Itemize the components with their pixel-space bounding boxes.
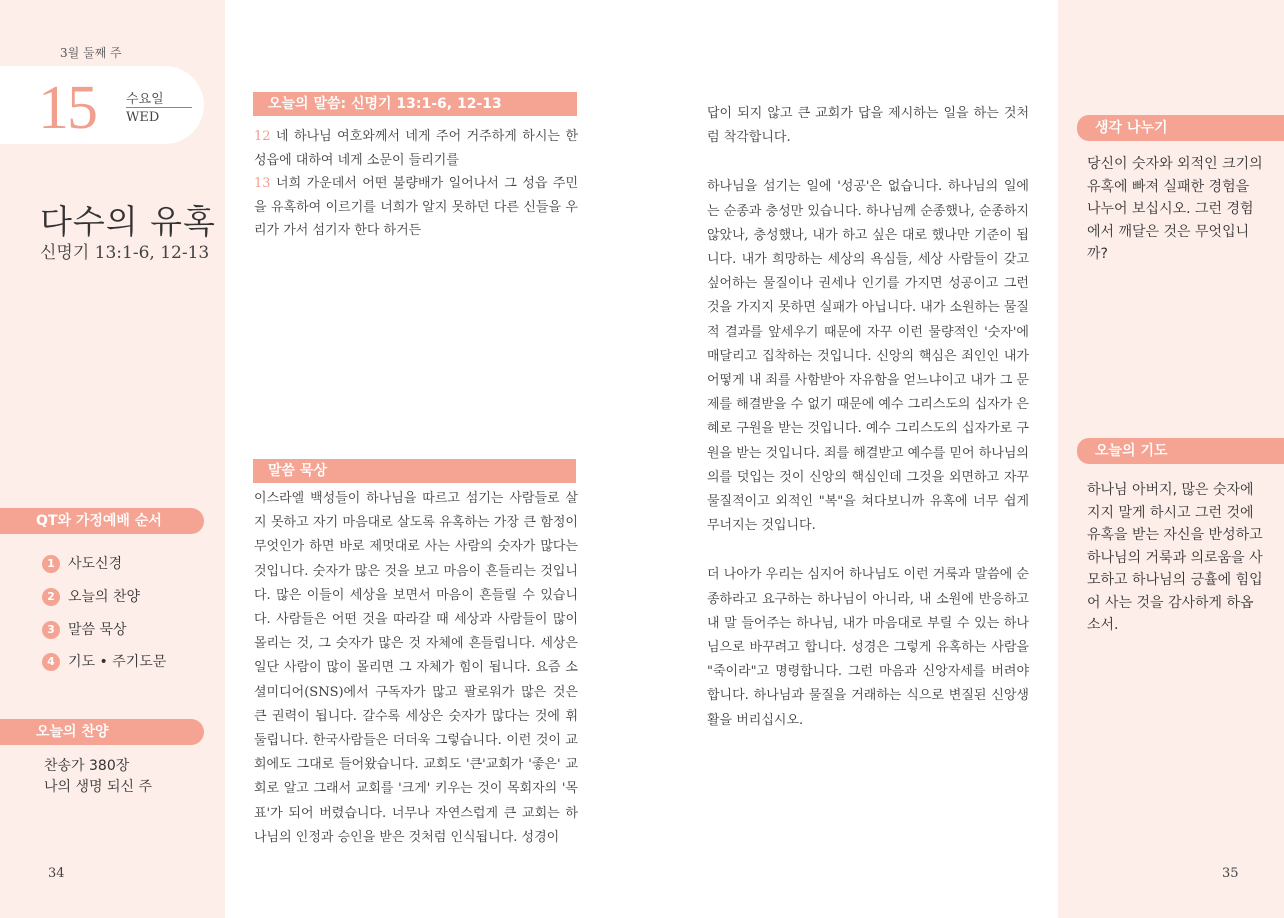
number-badge: 3 [42, 621, 60, 639]
verse [254, 125, 578, 172]
hymn-title: 나의 생명 되신 주 [44, 779, 153, 795]
verse-text: 너희 가운데서 어떤 불량배가 일어나서 그 성읍 주민을 유혹하여 이르기를 너희가 알지 못하던 다른 신들을 우리가 가서 섬기자 한다 하거든 [254, 176, 578, 238]
meditation-paragraph-continued: 답이 되지 않고 큰 교회가 답을 제시하는 일을 하는 것처럼 착각합니다. [707, 106, 1029, 146]
share-heading: 생각 나누기 [1077, 115, 1284, 141]
page-number-right: 35 [1222, 866, 1239, 881]
scripture-heading: 오늘의 말씀: 신명기 13:1-6, 12-13 [253, 92, 577, 116]
page-title: 다수의 유혹 [40, 202, 216, 241]
verse-text: 네 하나님 여호와께서 네게 주어 거주하게 하시는 한 성읍에 대하여 네게 소문이 들리기를 [254, 129, 578, 168]
number-badge: 4 [42, 653, 60, 671]
meditation-paragraph: 더 나아가 우리는 심지어 하나님도 이런 거룩과 말씀에 순종하라고 요구하는 하나님이 아니라, 내 소원에 반응하고 내 말 들어주는 하나님, 내가 마음대로 부릴 수 있는 하나님으로 바꾸려고 합니다. 성경은 그렇게 유혹하는 사람을 "죽이라"고 명령합니다. 그런 마음과 신앙자세를 버려야 합니다. 하나님과 물질을 거래하는 식으로 변질된 신앙생활을 버리십시오. [707, 567, 1029, 728]
hymn-number: 찬송가 380장 [44, 758, 130, 774]
order-item-label: 기도 • 주기도문 [68, 654, 167, 670]
meditation-heading: 말씀 묵상 [253, 459, 576, 483]
order-heading: QT와 가정예배 순서 [0, 508, 204, 534]
order-item [42, 586, 140, 608]
order-item-label: 말씀 묵상 [68, 622, 127, 638]
hymn-text [44, 756, 152, 798]
hymn-heading: 오늘의 찬양 [0, 719, 204, 745]
weekday-english: WED [126, 110, 160, 125]
meditation-paragraph: 하나님을 섬기는 일에 '성공'은 없습니다. 하나님의 일에는 순종과 충성만 있습니다. 하나님께 순종했나, 순종하지 않았나, 충성했나, 내가 하고 싶은 대로 했나만 기준이 됩니다. 내가 희망하는 세상의 욕심들, 세상 사람들이 갖고 싶어하는 물질이나 권세나 인기를 가지면 성공이고 그런 것을 가지지 못하면 실패가 아닙니다. 내가 소원하는 물질적 결과를 앞세우기 때문에 자꾸 이런 물량적인 '숫자'에 매달리고 집착하는 것입니다. 신앙의 핵심은 죄인인 내가 어떻게 내 죄를 사함받아 자유함을 얻느냐이고 내가 그 문제를 해결받을 수 없기 때문에 예수 그리스도의 십자가 은혜로 구원을 받는 것입니다. 예수 그리스도의 십자가로 구원을 받는 것입니다. 죄를 해결받고 예수를 믿어 하나님의 의를 덧입는 것이 신앙의 핵심인데 그것을 외면하고 자꾸 물질적이고 외적인 "복"을 쳐다보니까 유혹에 너무 쉽게 무너지는 것입니다. [707, 179, 1029, 534]
order-item [42, 651, 166, 673]
order-item-label: 오늘의 찬양 [68, 589, 141, 605]
number-badge: 2 [42, 588, 60, 606]
share-text: 당신이 숫자와 외적인 크기의 유혹에 빠져 실패한 경험을 나누어 보십시오. 그런 경험에서 깨달은 것은 무엇입니까? [1087, 156, 1263, 262]
meditation-text [254, 487, 578, 850]
weekday-divider [126, 107, 192, 108]
weekday-korean: 수요일 [126, 92, 164, 107]
meditation-paragraph: 이스라엘 백성들이 하나님을 따르고 섬기는 사람들로 살지 못하고 자기 마음대로 살도록 유혹하는 가장 큰 함정이 무엇인가 하면 바로 제멋대로 사는 사람의 숫자가 많다는 것입니다. 숫자가 많은 것을 보고 마음이 흔들리는 것입니다. 많은 이들이 세상을 보면서 마음이 흔들릴 수 있습니다. 사람들은 어떤 것을 따라갈 때 세상과 사람들이 많이 몰리는 것, 그 숫자가 많은 것 자체에 흔들립니다. 세상은 일단 사람이 많이 몰리면 그 자체가 힘이 됩니다. 요즘 소셜미디어(SNS)에서 구독자가 많고 팔로워가 많은 것은 큰 권력이 됩니다. 갈수록 세상은 숫자가 많다는 것에 휘둘립니다. 한국사람들은 더더욱 그렇습니다. 이런 것이 교회에도 그대로 들어왔습니다. 교회도 '큰'교회가 '좋은' 교회로 알고 그래서 교회를 '크게' 키우는 것이 목회자의 '목표'가 되어 버렸습니다. 너무나 자연스럽게 큰 교회는 하나님의 인정과 승인을 받은 것처럼 인식됩니다. 성경이 [254, 491, 578, 845]
meditation-continued [707, 102, 1029, 733]
prayer-text: 하나님 아버지, 많은 숫자에 지지 말게 하시고 그런 것에 유혹을 받는 자신을 반성하고 하나님의 거룩과 의로움을 사모하고 하나님의 긍휼에 힘입어 사는 것을 감사하게 하옵소서. [1087, 482, 1263, 633]
week-label: 3월 둘째 주 [60, 46, 122, 60]
order-item [42, 553, 122, 575]
scripture-text [254, 125, 578, 243]
prayer-heading: 오늘의 기도 [1077, 438, 1284, 464]
page-number-left: 34 [48, 866, 65, 881]
verse-number: 13 [254, 176, 271, 191]
date-number: 15 [38, 74, 96, 142]
verse-number: 12 [254, 129, 271, 144]
number-badge: 1 [42, 555, 60, 573]
verse [254, 172, 578, 243]
page-subtitle: 신명기 13:1-6, 12-13 [40, 243, 210, 263]
order-item-label: 사도신경 [68, 556, 123, 572]
date-badge [0, 66, 204, 144]
order-item [42, 619, 127, 641]
